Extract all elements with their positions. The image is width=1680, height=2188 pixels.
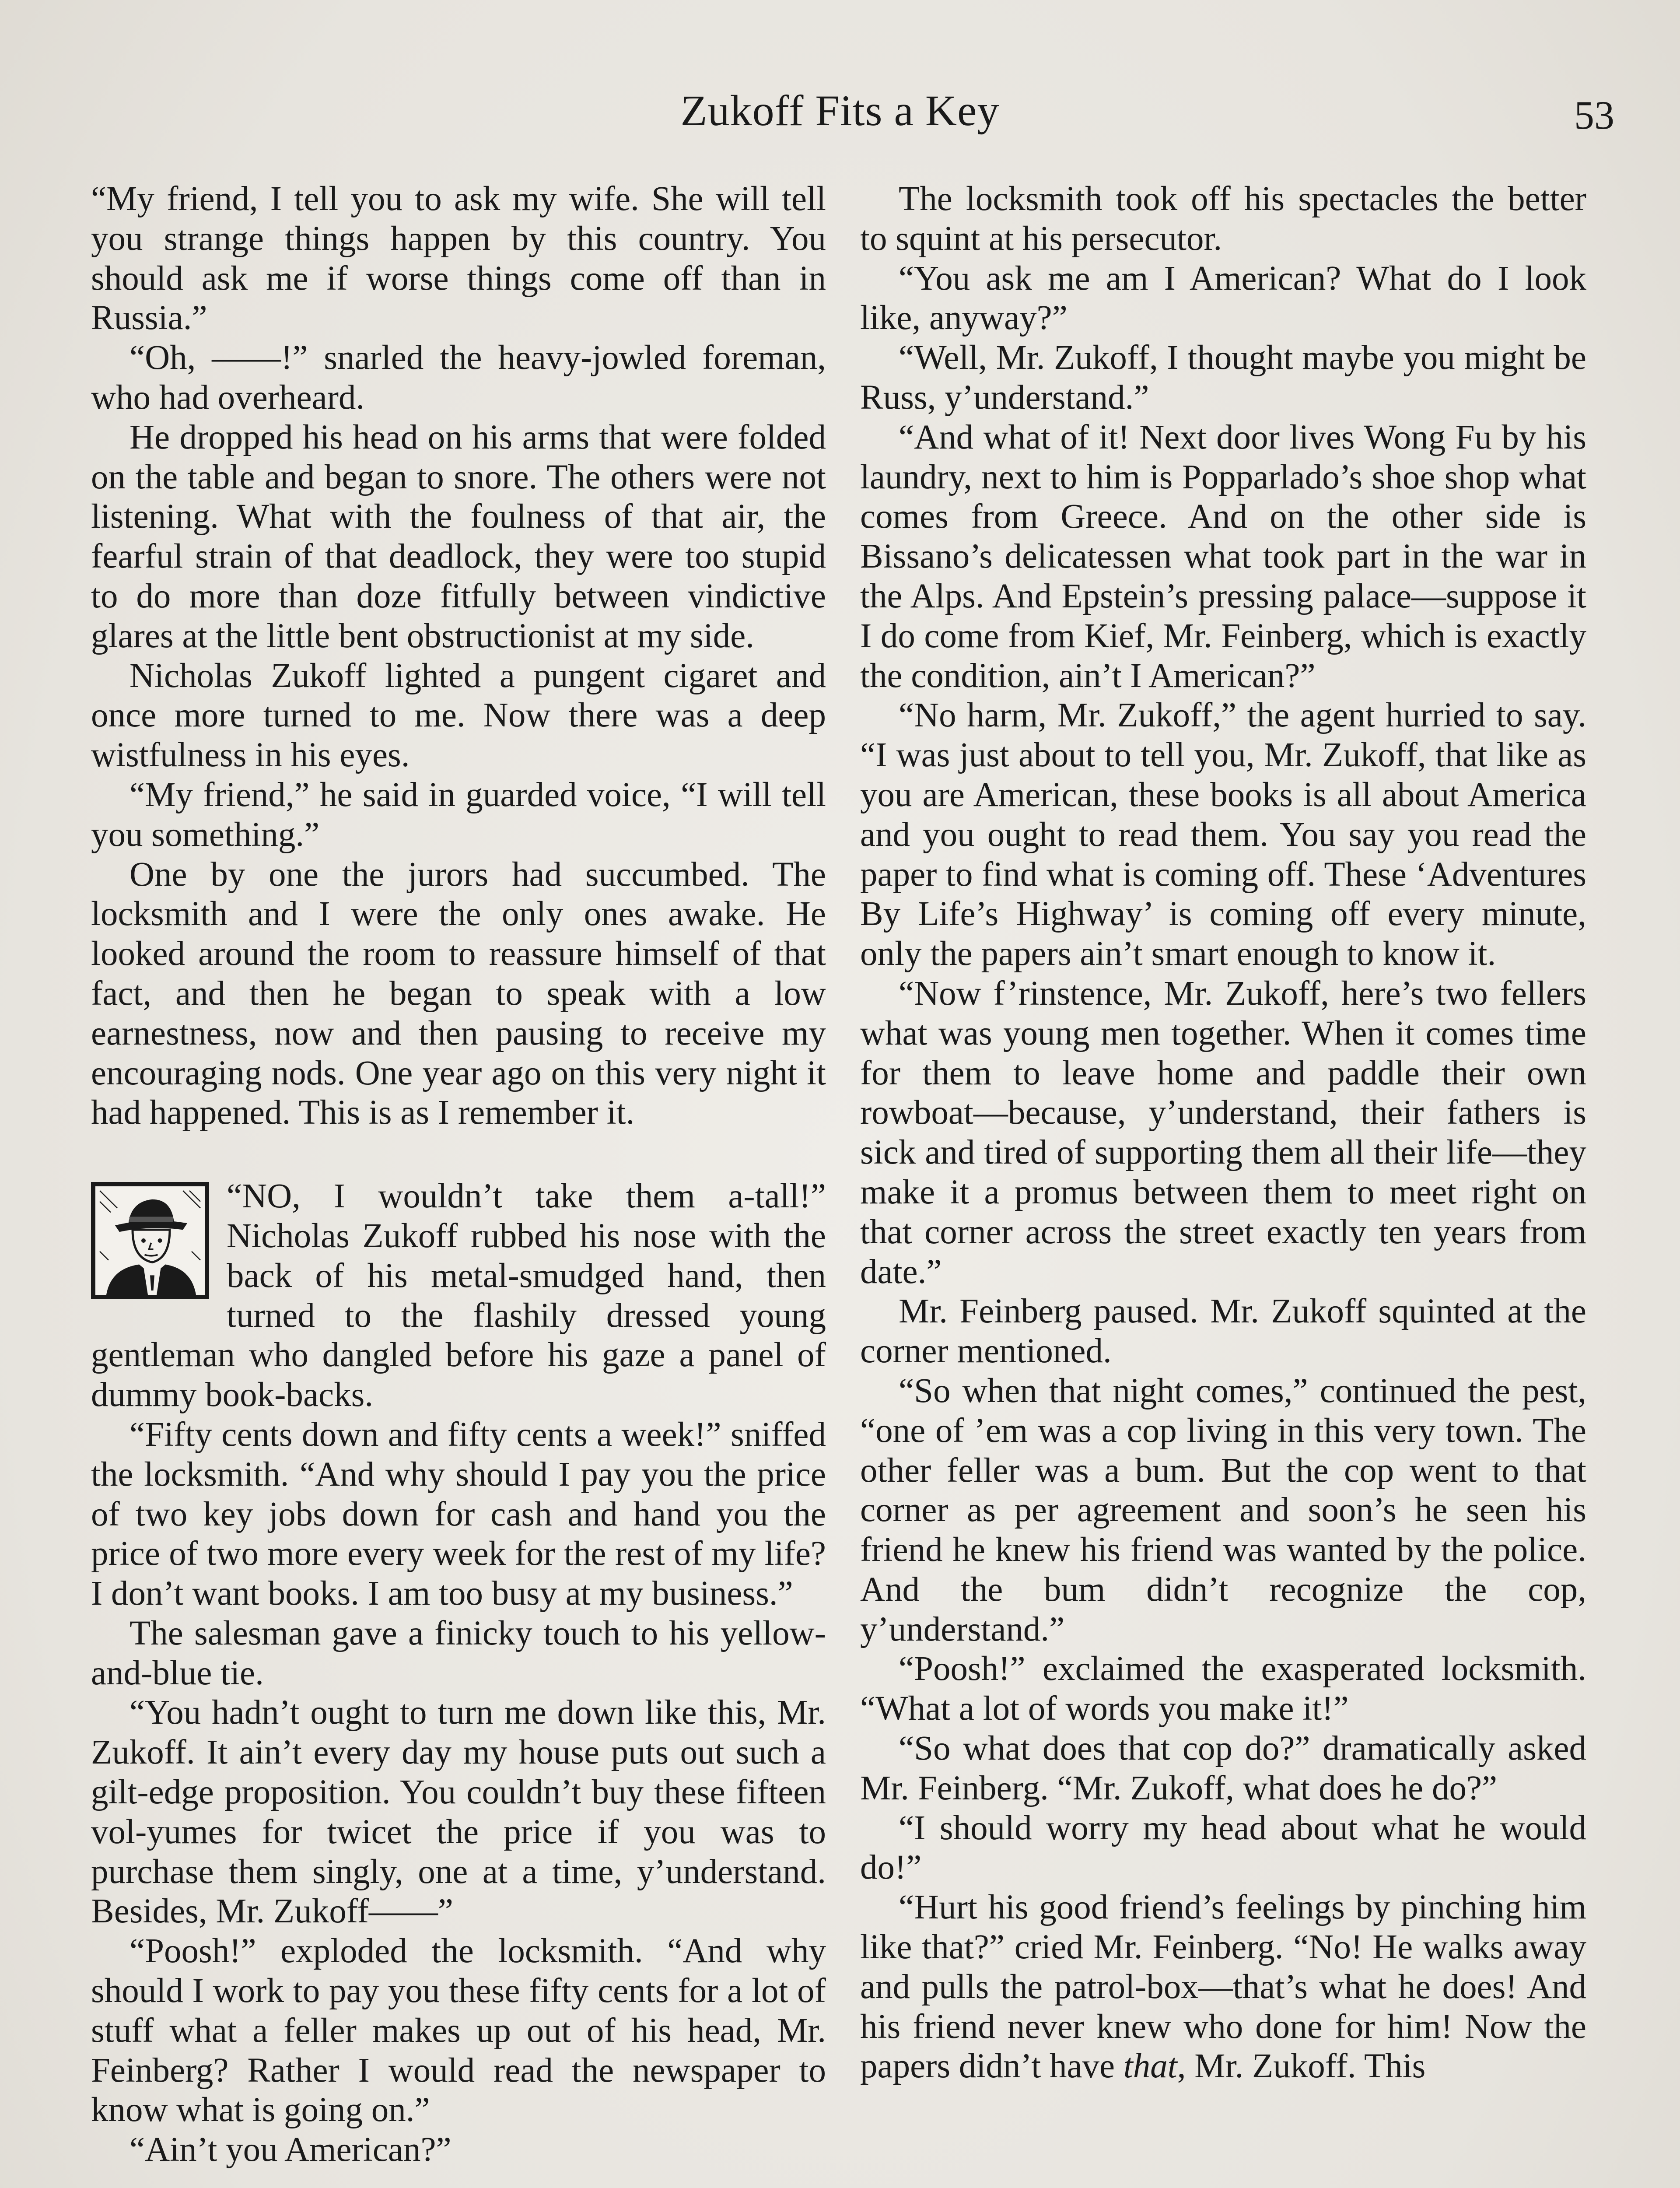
- italic-text: that: [1123, 2047, 1177, 2086]
- page-number: 53: [1574, 93, 1614, 137]
- right-column: [860, 179, 1586, 2086]
- paragraph: One by one the jurors had succumbed. The locksmith and I were the only ones awake. He looked around the room to reassure himself of that fact, and then he began to speak with a low earnestness, now and then pausing to receive my encouraging nods. One year ago on this very night it had happened. This is as I remember it.: [91, 855, 826, 1132]
- paragraph: “Oh, ——!” snarled the heavy-jowled foreman, who had overheard.: [91, 339, 826, 417]
- paragraph: [860, 1888, 1586, 2086]
- text-span: “Hurt his good friend’s feelings by pinching him like that?” cried Mr. Feinberg. “No! He walks away and pulls the patrol-box—that’s what he does! And his friend never knew who done for him! Now the papers didn’t have: [860, 1888, 1586, 2086]
- paragraph: Mr. Feinberg paused. Mr. Zukoff squinted at the corner mentioned.: [860, 1292, 1586, 1371]
- paragraph: “Well, Mr. Zukoff, I thought maybe you might be Russ, y’understand.”: [860, 339, 1586, 417]
- paragraph: “And what of it! Next door lives Wong Fu by his laundry, next to him is Popparlado’s shoe shop what comes from Greece. And on the other side is Bissano’s delicatessen what took part in the war in the Alps. And Epstein’s pressing palace—suppose it I do come from Kief, Mr. Feinberg, which is exactly the condition, ain’t I American?”: [860, 418, 1586, 695]
- paragraph: “My friend, I tell you to ask my wife. She will tell you strange things happen by this country. You should ask me if worse things come off than in Russia.”: [91, 180, 826, 337]
- paragraph: “My friend,” he said in guarded voice, “I will tell you something.”: [91, 775, 826, 854]
- paragraph: The locksmith took off his spectacles the better to squint at his persecutor.: [860, 180, 1586, 258]
- paragraph: “You hadn’t ought to turn me down like this, Mr. Zukoff. It ain’t every day my house puts out such a gilt-edge proposition. You couldn’t buy these fifteen vol-yumes for twicet the price if you was to purchase them singly, one at a time, y’understand. Besides, Mr. Zukoff——”: [91, 1694, 826, 1931]
- running-title: Zukoff Fits a Key: [680, 86, 1000, 135]
- section-opening: [91, 1177, 826, 1415]
- paragraph: “Ain’t you American?”: [130, 2131, 452, 2169]
- paragraph: “Poosh!” exploded the locksmith. “And why should I work to pay you these fifty cents for a lot of stuff what a feller makes up out of his head, Mr. Feinberg? Rather I would read the newspaper to know what is going on.”: [91, 1932, 826, 2129]
- paragraph: “I should worry my head about what he would do!”: [860, 1809, 1586, 1887]
- left-column: [91, 179, 826, 2170]
- paragraph: “Poosh!” exclaimed the exasperated locksmith. “What a lot of words you make it!”: [860, 1650, 1586, 1728]
- paragraph: “NO, I wouldn’t take them a-tall!” Nicholas Zukoff rubbed his nose with the back of his metal-smudged hand, then turned to the flashily dressed young gentleman who dangled before his gaze a panel of dummy book-backs.: [91, 1177, 826, 1414]
- paragraph: “So when that night comes,” continued the pest, “one of ’em was a cop living in this very town. The other feller was a bum. But the cop went to that corner as per agreement and soon’s he seen his friend he knew his friend was wanted by the police. And the bum didn’t recognize the cop, y’understand.”: [860, 1371, 1586, 1648]
- paragraph: Nicholas Zukoff lighted a pungent cigaret and once more turned to me. Now there was a deep wistfulness in his eyes.: [91, 656, 826, 775]
- paragraph: The salesman gave a finicky touch to his yellow-and-blue tie.: [91, 1614, 826, 1692]
- paragraph: “No harm, Mr. Zukoff,” the agent hurried to say. “I was just about to tell you, Mr. Zukoff, that like as you are American, these books is all about America and you ought to read them. You say you read the paper to find what is coming off. These ‘Adventures By Life’s Highway’ is coming off every minute, only the papers ain’t smart enough to know it.: [860, 696, 1586, 973]
- paragraph: “Now f’rinstence, Mr. Zukoff, here’s two fellers what was young men together. When it comes time for them to leave home and paddle their own rowboat—because, y’understand, their fathers is sick and tired of supporting them all their life—they make it a promus between them to meet right on that corner across the street exactly ten years from date.”: [860, 974, 1586, 1291]
- paragraph: He dropped his head on his arms that were folded on the table and began to snore. The others were not listening. What with the foulness of that air, the fearful strain of that deadlock, they were too stupid to do more than doze fitfully between vindictive glares at the little bent obstructionist at my side.: [91, 418, 826, 655]
- paragraph: “So what does that cop do?” dramatically asked Mr. Feinberg. “Mr. Zukoff, what does he do?”: [860, 1729, 1586, 1807]
- text-span: , Mr. Zukoff. This: [1177, 2047, 1426, 2086]
- paragraph: “You ask me am I American? What do I look like, anyway?”: [860, 259, 1586, 337]
- man-in-fedora-icon: [91, 1182, 209, 1299]
- paragraph: “Fifty cents down and fifty cents a week!” sniffed the locksmith. “And why should I pay you the price of two key jobs down for cash and hand you the price of two more every week for the rest of my life? I don’t want books. I am too busy at my business.”: [91, 1415, 826, 1613]
